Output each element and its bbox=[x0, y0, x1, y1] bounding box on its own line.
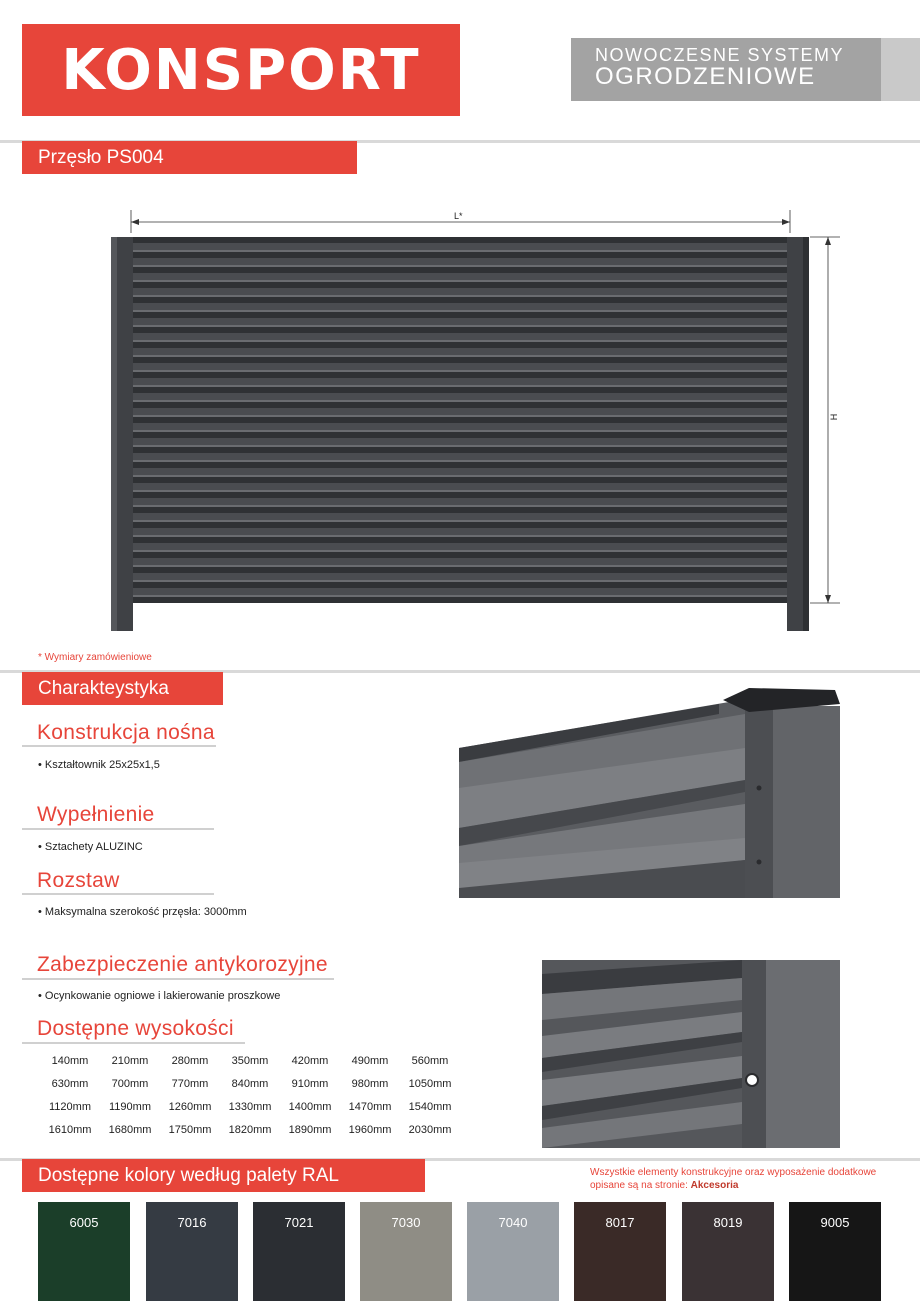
slat-highlight bbox=[133, 520, 787, 522]
accessories-link[interactable]: Akcesoria bbox=[690, 1180, 739, 1191]
height-value: 280mm bbox=[171, 1055, 209, 1067]
slat-highlight bbox=[133, 550, 787, 552]
color-swatch-8019 bbox=[682, 1202, 774, 1301]
slat-highlight bbox=[133, 400, 787, 402]
height-value: 210mm bbox=[111, 1055, 149, 1067]
heading-underline bbox=[22, 828, 214, 830]
slat bbox=[133, 513, 787, 520]
slat-highlight bbox=[133, 595, 787, 597]
slat-highlight bbox=[133, 445, 787, 447]
height-value: 420mm bbox=[291, 1055, 329, 1067]
slat bbox=[133, 258, 787, 265]
slat-highlight bbox=[133, 355, 787, 357]
slat-highlight bbox=[133, 385, 787, 387]
swatch-code: 9005 bbox=[820, 1215, 850, 1230]
heights-row bbox=[40, 1078, 460, 1101]
height-value: 1400mm bbox=[288, 1101, 332, 1113]
height-value: 1540mm bbox=[408, 1101, 452, 1113]
color-swatch-7021 bbox=[253, 1202, 345, 1301]
slat bbox=[133, 303, 787, 310]
color-swatch-7030 bbox=[360, 1202, 452, 1301]
color-swatch-8017 bbox=[574, 1202, 666, 1301]
height-value: 140mm bbox=[51, 1055, 89, 1067]
section-heading-spacing: Rozstaw bbox=[37, 869, 120, 892]
height-value: 980mm bbox=[351, 1078, 389, 1090]
characteristics-title: Charakteystyka bbox=[22, 672, 223, 705]
swatch-code: 7016 bbox=[177, 1215, 207, 1230]
slat bbox=[133, 333, 787, 340]
bullet-structure: • Kształtownik 25x25x1,5 bbox=[38, 759, 160, 771]
accessories-note-text: Wszystkie elementy konstrukcyjne oraz wyposażenie dodatkowe opisane są na stronie: bbox=[590, 1167, 877, 1191]
height-value: 1750mm bbox=[168, 1124, 212, 1136]
heights-table bbox=[40, 1055, 460, 1147]
slat bbox=[133, 408, 787, 415]
height-value: 770mm bbox=[171, 1078, 209, 1090]
heading-underline bbox=[22, 978, 334, 980]
slat bbox=[133, 318, 787, 325]
color-swatch-9005 bbox=[789, 1202, 881, 1301]
height-value: 1890mm bbox=[288, 1124, 332, 1136]
detail-photo-bottom bbox=[542, 960, 840, 1148]
detail-photo-top bbox=[459, 688, 840, 898]
swatch-code: 6005 bbox=[69, 1215, 99, 1230]
slat bbox=[133, 243, 787, 250]
color-swatch-7040 bbox=[467, 1202, 559, 1301]
tagline-line-2: OGRODZENIOWE bbox=[595, 63, 816, 90]
height-value: 1330mm bbox=[228, 1101, 272, 1113]
height-value: 1050mm bbox=[408, 1078, 452, 1090]
slat bbox=[133, 438, 787, 445]
height-value: 630mm bbox=[51, 1078, 89, 1090]
height-value: 700mm bbox=[111, 1078, 149, 1090]
tagline-box bbox=[571, 38, 881, 101]
slat-highlight bbox=[133, 475, 787, 477]
slat bbox=[133, 528, 787, 535]
slat-highlight bbox=[133, 460, 787, 462]
slat-highlight bbox=[133, 295, 787, 297]
logo-banner bbox=[22, 24, 460, 116]
slat bbox=[133, 483, 787, 490]
swatch-code: 8019 bbox=[713, 1215, 743, 1230]
height-value: 560mm bbox=[411, 1055, 449, 1067]
swatch-code: 7040 bbox=[498, 1215, 528, 1230]
slat-highlight bbox=[133, 565, 787, 567]
slat bbox=[133, 558, 787, 565]
slat bbox=[133, 453, 787, 460]
section-heading-corrosion: Zabezpieczenie antykorozyjne bbox=[37, 953, 328, 976]
height-value: 1120mm bbox=[49, 1101, 91, 1113]
height-dimension-label: H bbox=[828, 413, 839, 421]
width-dimension-label: L* bbox=[454, 211, 463, 221]
heading-underline bbox=[22, 1042, 245, 1044]
height-value: 350mm bbox=[231, 1055, 269, 1067]
slat bbox=[133, 273, 787, 280]
slat bbox=[133, 588, 787, 595]
slat-highlight bbox=[133, 340, 787, 342]
height-value: 1610mm bbox=[48, 1124, 92, 1136]
section-heading-structure: Konstrukcja nośna bbox=[37, 721, 215, 744]
height-value: 490mm bbox=[351, 1055, 389, 1067]
height-value: 840mm bbox=[231, 1078, 269, 1090]
fence-panel-drawing bbox=[100, 205, 860, 635]
slat bbox=[133, 288, 787, 295]
colors-title: Dostępne kolory według palety RAL bbox=[22, 1159, 425, 1192]
height-value: 910mm bbox=[291, 1078, 329, 1090]
slat bbox=[133, 393, 787, 400]
heights-heading: Dostępne wysokości bbox=[37, 1017, 234, 1040]
slat bbox=[133, 348, 787, 355]
slat-highlight bbox=[133, 265, 787, 267]
height-value: 1470mm bbox=[348, 1101, 392, 1113]
height-value: 1820mm bbox=[228, 1124, 272, 1136]
tagline-accent bbox=[881, 38, 920, 101]
slat-highlight bbox=[133, 415, 787, 417]
slat bbox=[133, 423, 787, 430]
swatch-code: 8017 bbox=[605, 1215, 635, 1230]
bullet-corrosion: • Ocynkowanie ogniowe i lakierowanie proszkowe bbox=[38, 990, 281, 1002]
height-value: 1680mm bbox=[108, 1124, 152, 1136]
slat bbox=[133, 573, 787, 580]
height-value: 1190mm bbox=[109, 1101, 151, 1113]
heights-row bbox=[40, 1124, 460, 1147]
swatch-code: 7021 bbox=[284, 1215, 314, 1230]
slat bbox=[133, 363, 787, 370]
slat-highlight bbox=[133, 505, 787, 507]
swatch-code: 7030 bbox=[391, 1215, 421, 1230]
slat-highlight bbox=[133, 580, 787, 582]
slat bbox=[133, 378, 787, 385]
color-swatch-6005 bbox=[38, 1202, 130, 1301]
slat bbox=[133, 498, 787, 505]
slat-highlight bbox=[133, 370, 787, 372]
height-value: 2030mm bbox=[408, 1124, 452, 1136]
height-value: 1260mm bbox=[168, 1101, 212, 1113]
slat bbox=[133, 468, 787, 475]
slat-highlight bbox=[133, 430, 787, 432]
heading-underline bbox=[22, 745, 216, 747]
slat-highlight bbox=[133, 250, 787, 252]
accessories-note bbox=[590, 1166, 880, 1192]
slat-highlight bbox=[133, 280, 787, 282]
slat bbox=[133, 543, 787, 550]
slat-highlight bbox=[133, 310, 787, 312]
product-title: Przęsło PS004 bbox=[22, 141, 357, 174]
height-value: 1960mm bbox=[348, 1124, 392, 1136]
brand-logo: KONSPORT bbox=[61, 37, 421, 103]
slat-highlight bbox=[133, 535, 787, 537]
heights-row bbox=[40, 1055, 460, 1078]
heights-row bbox=[40, 1101, 460, 1124]
tagline-line-1: NOWOCZESNE SYSTEMY bbox=[595, 45, 845, 65]
dimension-note: * Wymiary zamówieniowe bbox=[38, 652, 152, 663]
color-swatch-7016 bbox=[146, 1202, 238, 1301]
section-heading-infill: Wypełnienie bbox=[37, 803, 155, 826]
bullet-spacing: • Maksymalna szerokość przęsła: 3000mm bbox=[38, 906, 247, 918]
bullet-infill: • Sztachety ALUZINC bbox=[38, 841, 143, 853]
slat-highlight bbox=[133, 325, 787, 327]
slat-highlight bbox=[133, 490, 787, 492]
heading-underline bbox=[22, 893, 214, 895]
